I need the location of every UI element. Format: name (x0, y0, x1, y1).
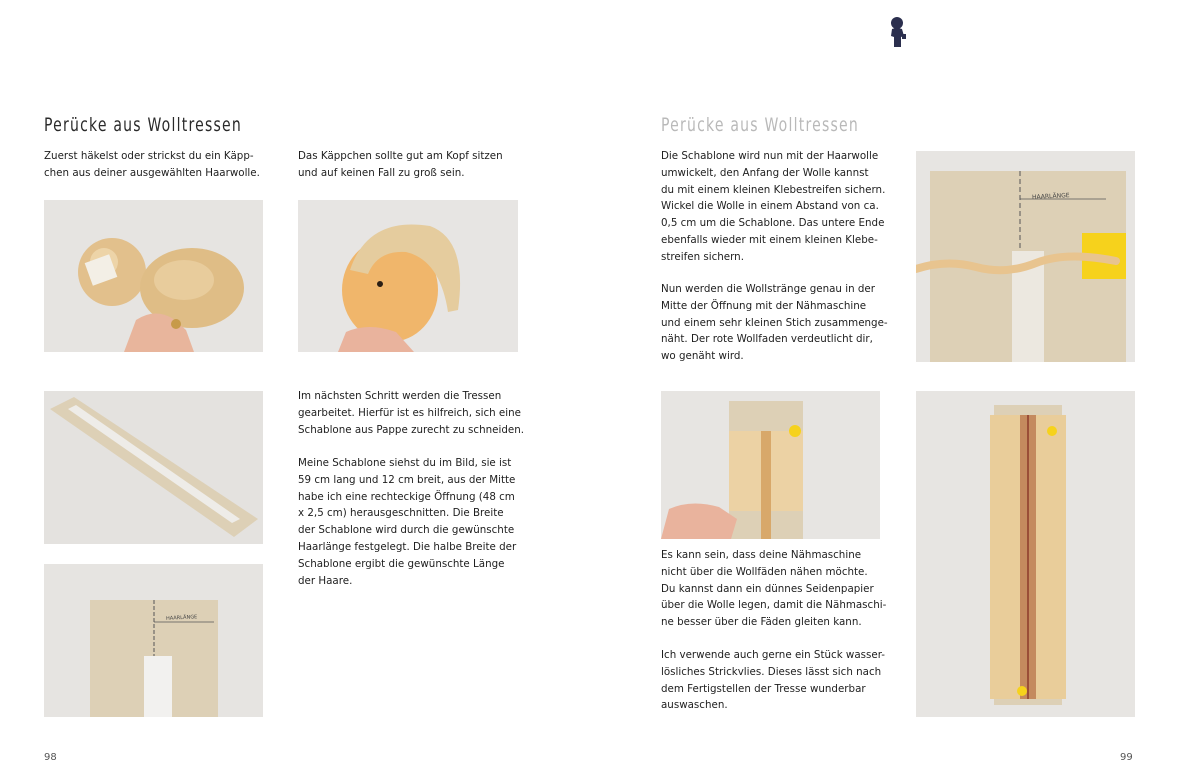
left-page-title: Perücke aus Wolltressen (44, 114, 243, 136)
photo-label-haarlaenge-2: HAARLÄNGE (1031, 192, 1070, 201)
right-paragraph-1: Die Schablone wird nun mit der Haarwolle umwickelt, den Anfang der Wolle kannst du mit einem kleinen Klebestreifen sichern. Wickel die Wolle in einem Abstand von ca. 0,5 cm um die Schablone. Das untere Ende ebenfalls wieder mit einem kleinen Klebe- streifen sichern. (661, 150, 886, 263)
right-paragraph-2: Nun werden die Wollstränge genau in der Mitte der Öffnung mit der Nähmaschine und einem sehr kleinen Stich zusammenge- näht. Der rote Wollfaden verdeutlicht dir, wo genäht wird. (661, 283, 888, 363)
photo-finished-tress (916, 391, 1135, 717)
photo-yarn-and-cap (44, 200, 263, 352)
right-page-title: Perücke aus Wolltressen (661, 114, 860, 136)
page-number-right: 99 (1120, 752, 1133, 763)
photo-template-yarn-start (916, 151, 1135, 362)
left-paragraph-3: Im nächsten Schritt werden die Tressen gearbeitet. Hierfür ist es hilfreich, sich eine Schablone aus Pappe zurecht zu schneiden. (298, 390, 524, 436)
photo-template-wrapping (661, 391, 880, 539)
photo-doll-head-with-cap (298, 200, 518, 352)
photo-template-haarlaenge (44, 564, 263, 717)
left-paragraph-2: Das Käppchen sollte gut am Kopf sitzen und auf keinen Fall zu groß sein. (298, 150, 503, 179)
left-paragraph-1: Zuerst häkelst oder strickst du ein Käpp- chen aus deiner ausgewählten Haarwolle. (44, 150, 260, 179)
page-number-left: 98 (44, 752, 57, 763)
photo-label-haarlaenge: HAARLÄNGE (165, 614, 198, 622)
child-silhouette-icon (888, 16, 908, 48)
photo-cardboard-template (44, 391, 263, 544)
left-paragraph-4: Meine Schablone siehst du im Bild, sie ist 59 cm lang und 12 cm breit, aus der Mitte habe ich eine rechteckige Öffnung (48 cm x 2,5 cm) herausgeschnitten. Die Breite der Schablone wird durch die gewünschte Haarlänge festgelegt. Die halbe Breite der Schablone ergibt die gewünschte Länge der Haare. (298, 457, 517, 587)
right-paragraph-3: Es kann sein, dass deine Nähmaschine nicht über die Wollfäden nähen möchte. Du kannst dann ein dünnes Seidenpapier über die Wolle legen, damit die Nähmaschi- ne besser über die Fäden gleiten kann. (661, 549, 887, 629)
right-paragraph-4: Ich verwende auch gerne ein Stück wasser- lösliches Strickvlies. Dieses lässt sich nach dem Fertigstellen der Tresse wunderbar auswaschen. (661, 649, 886, 712)
